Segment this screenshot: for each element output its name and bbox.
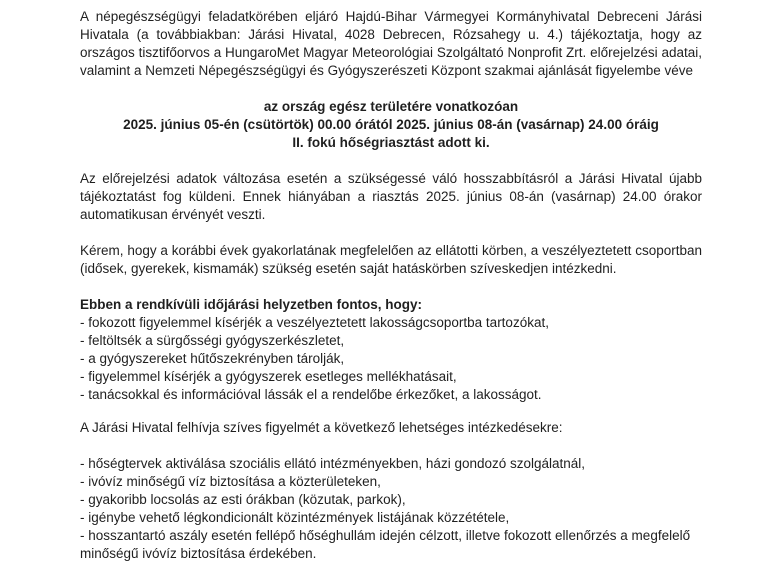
request-paragraph: Kérem, hogy a korábbi évek gyakorlatának megfelelően az ellátotti körben, a veszélyeztetett csoportban (idősek, gyerekek, kismamák) szükség esetén saját hatáskörben szíveskedjen intézkedni. <box>80 243 702 276</box>
forecast-change-paragraph: Az előrejelzési adatok változása esetén a szükségessé váló hosszabbításról a Járási Hivatal újabb tájékoztatást fog küldeni. Ennek hiányában a riasztás 2025. június 08-án (vasárnap) 24.00 órakor automatikusan érvényét veszti. <box>80 171 702 222</box>
list-item: - hosszantartó aszály esetén fellépő hőséghullám idején célzott, illetve fokozott ellenőrzés a megfelelő minőségű ivóvíz biztosítása érdekében. <box>80 528 691 561</box>
alert-scope-line: az ország egész területére vonatkozóan <box>263 99 519 114</box>
list-item: - gyakoribb locsolás az esti órákban (közutak, parkok), <box>80 492 406 507</box>
list-item: - tanácsokkal és információval lássák el a rendelőbe érkezőket, a lakosságot. <box>80 387 542 402</box>
list-item: - a gyógyszereket hűtőszekrényben tárolják, <box>80 351 345 366</box>
list-item: - figyelemmel kísérjék a gyógyszerek esetleges mellékhatásait, <box>80 369 457 384</box>
list-item: - ivóvíz minőségű víz biztosítása a közterületeken, <box>80 474 381 489</box>
list-item: - hőségtervek aktiválása szociális ellátó intézményekben, házi gondozó szolgálatnál, <box>80 456 586 471</box>
list-item: - igénybe vehető légkondicionált közintézmények listájának közzététele, <box>80 510 510 525</box>
list-item: - fokozott figyelemmel kísérjék a veszélyeztetett lakosságcsoportba tartozókat, <box>80 315 549 330</box>
measures-intro-paragraph: A Járási Hivatal felhívja szíves figyelmét a következő lehetséges intézkedésekre: <box>80 420 563 435</box>
intro-paragraph: A népegészségügyi feladatkörében eljáró Hajdú-Bihar Vármegyei Kormányhivatal Debreceni Járási Hivatala (a továbbiakban: Járási Hivatal, 4028 Debrecen, Rózsahegy u. 4.) tájékoztatja, hogy az országos tisztifőorvos a HungaroMet Magyar Meteorológiai Szolgáltató Nonprofit Zrt. előrejelzési adatai, valamint a Nemzeti Népegészségügyi és Gyógyszerészeti Központ szakmai ajánlását figyelembe véve <box>80 9 702 78</box>
list-item: - feltöltsék a sürgősségi gyógyszerkészletet, <box>80 333 345 348</box>
measures-list <box>80 455 702 563</box>
heat-alert-block <box>80 98 702 152</box>
important-list <box>80 314 702 404</box>
alert-level-line: II. fokú hőségriasztást adott ki. <box>292 135 490 150</box>
important-heading: Ebben a rendkívüli időjárási helyzetben fontos, hogy: <box>80 297 423 312</box>
alert-period-line: 2025. június 05-én (csütörtök) 00.00 órától 2025. június 08-án (vasárnap) 24.00 óráig <box>123 117 659 132</box>
